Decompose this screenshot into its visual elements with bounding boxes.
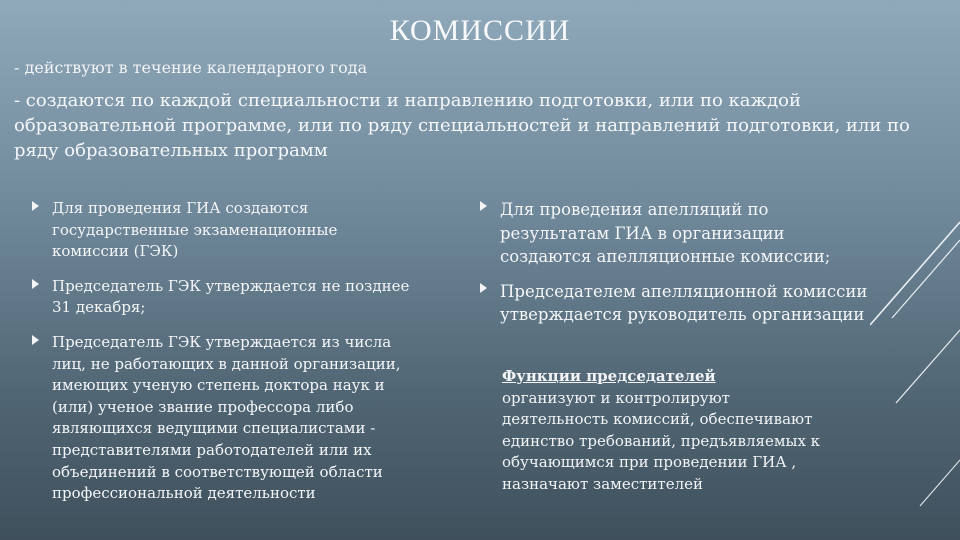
triangle-bullet-icon (32, 201, 39, 211)
left-bullet-list (28, 198, 418, 518)
right-bullet-list (476, 198, 876, 338)
bullet-text: Председателем апелляционной комиссии утверждается руководитель организации (500, 281, 868, 324)
deco-line (896, 330, 960, 403)
list-item (28, 198, 418, 263)
deco-line (920, 460, 960, 506)
bullet-text: Для проведения ГИА создаются государственные экзаменационные комиссии (ГЭК) (52, 199, 338, 261)
list-item (28, 332, 418, 505)
triangle-bullet-icon (32, 279, 39, 289)
slide-title: КОМИССИИ (389, 14, 571, 47)
functions-text: организуют и контролируют деятельность комиссий, обеспечивают единство требований, предъявляемых к обучающимся при проведении ГИА , назначают заместителей (502, 388, 821, 493)
functions-heading: Функции председателей (502, 367, 716, 385)
decorative-lines (870, 210, 960, 540)
triangle-bullet-icon (480, 283, 487, 293)
bullet-text: Председатель ГЭК утверждается не позднее 31 декабря; (52, 276, 410, 317)
intro-line: - действуют в течение календарного года (14, 58, 368, 77)
deco-line (892, 240, 960, 318)
deco-line (870, 222, 960, 325)
list-item (476, 198, 876, 269)
triangle-bullet-icon (32, 335, 39, 345)
triangle-bullet-icon (480, 201, 487, 211)
list-item (476, 280, 876, 327)
functions-block (502, 366, 832, 496)
lead-paragraph: - создаются по каждой специальности и направлению подготовки, или по каждой образовательной программе, или по ряду специальностей и направлений подготовки, или по ряду образовательных программ (14, 90, 910, 161)
bullet-text: Для проведения апелляций по результатам ГИА в организации создаются апелляционные комиссии; (500, 200, 831, 266)
list-item (28, 276, 418, 319)
bullet-text: Председатель ГЭК утверждается из числа лиц, не работающих в данной организации, имеющих ученую степень доктора наук и (или) ученое звание профессора либо являющихся ведущими специалистами - представителями работодателей или их объединений в соответствующей области профессиональной деятельности (52, 332, 401, 503)
